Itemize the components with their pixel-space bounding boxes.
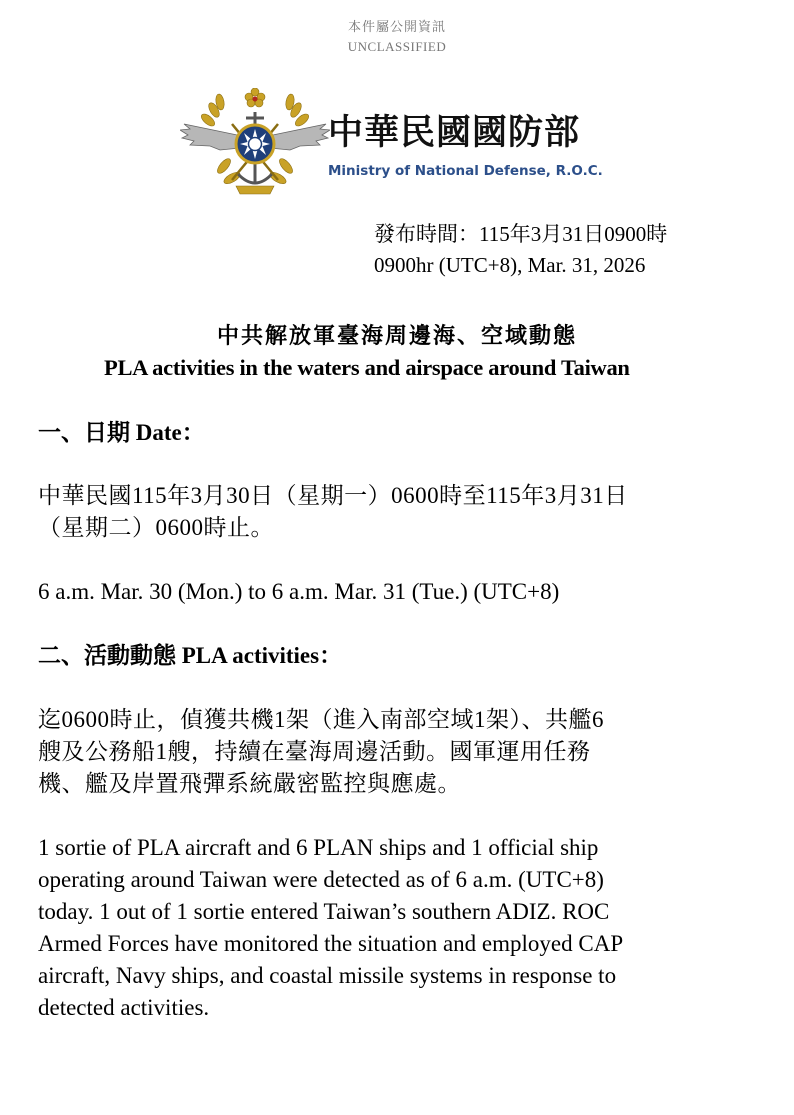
ministry-name-zh: 中華民國國防部 — [328, 113, 581, 153]
activities-en-line: today. 1 out of 1 sortie entered Taiwan’s southern ADIZ. ROC — [38, 899, 610, 924]
activities-zh-line: 艘及公務船1艘，持續在臺海周邊活動。國軍運用任務 — [38, 739, 591, 764]
activities-zh-line: 迄0600時止，偵獲共機1架（進入南部空域1架）、共艦6 — [38, 707, 604, 732]
section-activities-heading: 二、活動動態 PLA activities： — [38, 643, 343, 668]
activities-summary-zh — [38, 704, 783, 800]
date-range-zh — [38, 480, 783, 544]
ministry-name-en: Ministry of National Defense, R.O.C. — [328, 163, 603, 179]
date-range-zh-line: （星期二）0600時止。 — [38, 515, 274, 540]
document-title-en: PLA activities in the waters and airspace around Taiwan — [104, 355, 630, 380]
activities-en-line: detected activities. — [38, 995, 210, 1020]
classification-label-zh: 本件屬公開資訊 — [347, 19, 446, 34]
date-range-en: 6 a.m. Mar. 30 (Mon.) to 6 a.m. Mar. 31 (Tue.) (UTC+8) — [38, 579, 560, 604]
classification-label-en: UNCLASSIFIED — [347, 39, 447, 54]
document-title-zh: 中共解放軍臺海周邊海、空域動態 — [216, 323, 577, 348]
activities-en-line: 1 sortie of PLA aircraft and 6 PLAN ships and 1 official ship — [38, 835, 599, 860]
section-date-heading: 一、日期 Date： — [38, 420, 205, 445]
activities-zh-line: 機、艦及岸置飛彈系統嚴密監控與應處。 — [38, 771, 461, 796]
release-time-en: 0900hr (UTC+8), Mar. 31, 2026 — [374, 253, 646, 277]
activities-en-line: Armed Forces have monitored the situation and employed CAP — [38, 931, 624, 956]
activities-en-line: aircraft, Navy ships, and coastal missile systems in response to — [38, 963, 617, 988]
activities-summary-en — [38, 832, 783, 1024]
release-time-zh: 發布時間：115年3月31日0900時 — [374, 222, 668, 246]
mnd-emblem-icon — [180, 88, 330, 200]
date-range-zh-line: 中華民國115年3月30日（星期一）0600時至115年3月31日 — [38, 483, 628, 508]
activities-en-line: operating around Taiwan were detected as of 6 a.m. (UTC+8) — [38, 867, 604, 892]
